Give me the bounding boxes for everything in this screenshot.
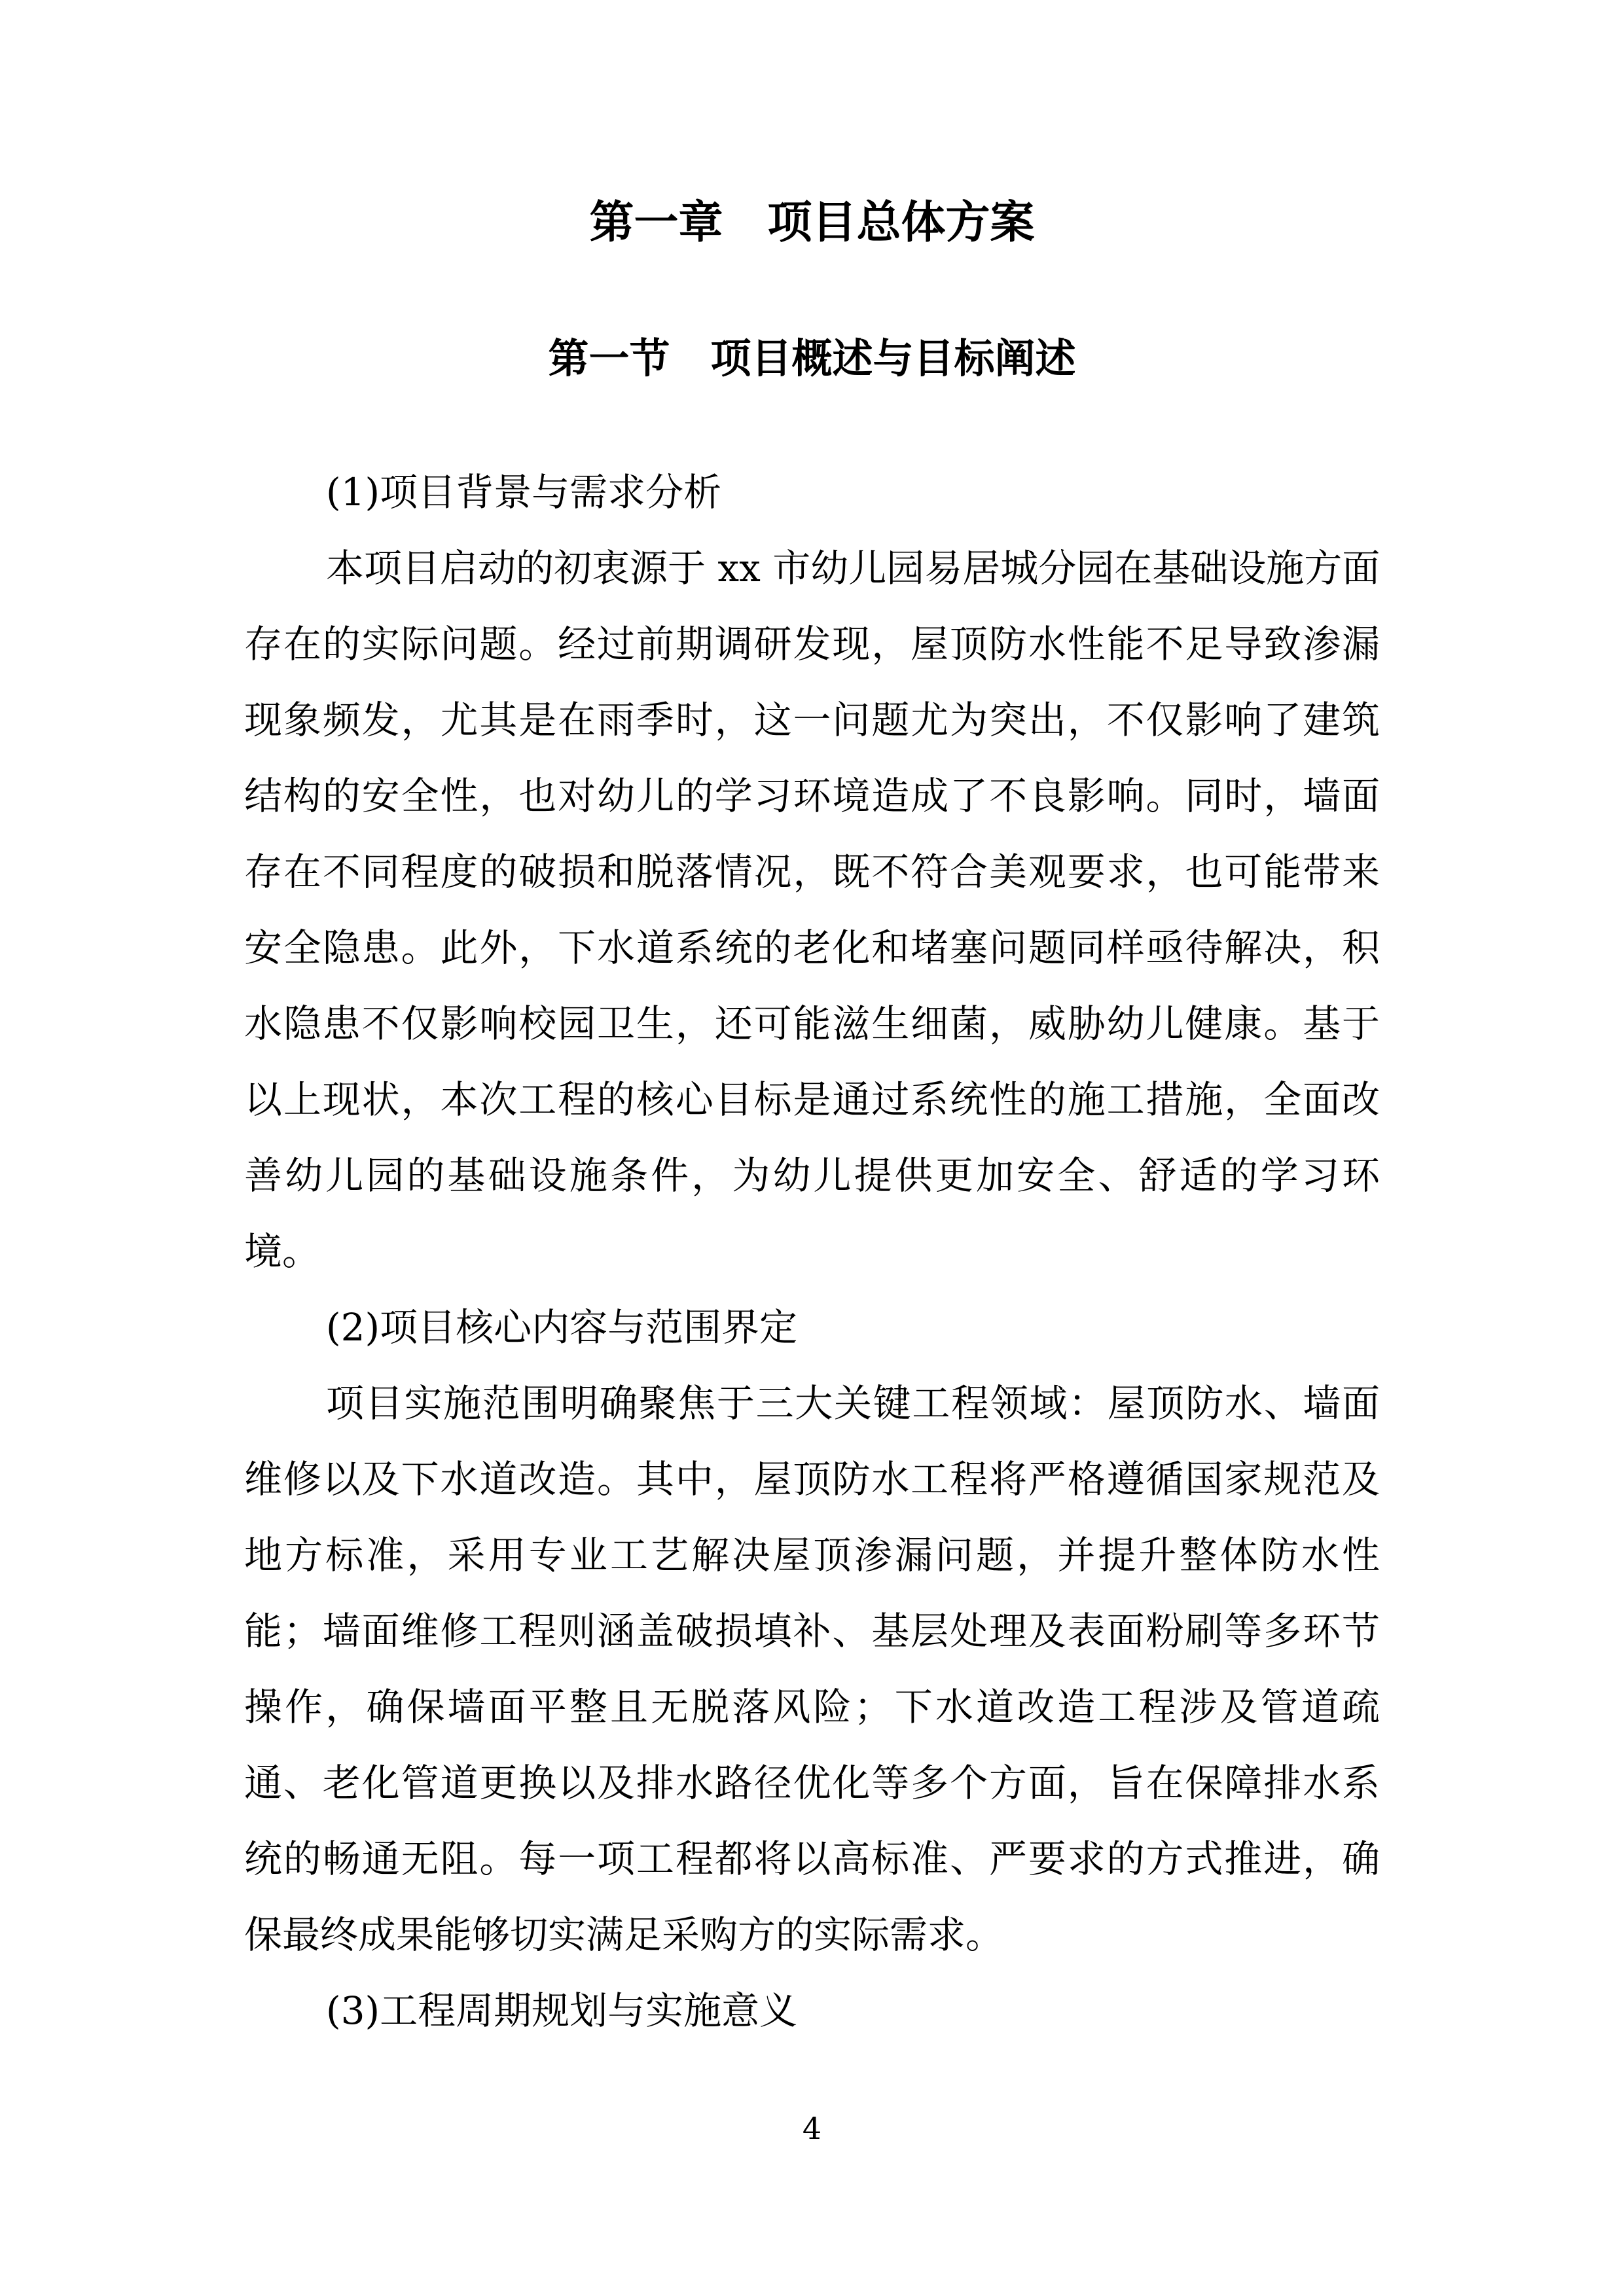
text-line: (2)项目核心内容与范围界定: [326, 1305, 798, 1350]
text-line: 水隐患不仅影响校园卫生，还可能滋生细菌，威胁幼儿健康。基于: [244, 1001, 1380, 1046]
text-line: 通、老化管道更换以及排水路径优化等多个方面，旨在保障排水系: [244, 1761, 1380, 1805]
text-line: 本项目启动的初衷源于 xx 市幼儿园易居城分园在基础设施方面: [326, 546, 1380, 590]
text-line: (1)项目背景与需求分析: [326, 470, 722, 514]
text-line: 操作，确保墙面平整且无脱落风险；下水道改造工程涉及管道疏: [244, 1685, 1380, 1729]
text-line: 以上现状，本次工程的核心目标是通过系统性的施工措施，全面改: [244, 1077, 1380, 1122]
text-line: 保最终成果能够切实满足采购方的实际需求。: [244, 1912, 1004, 1957]
chapter-heading: 第一章 项目总体方案: [589, 196, 1035, 249]
text-line: 现象频发，尤其是在雨季时，这一问题尤为突出，不仅影响了建筑: [244, 698, 1380, 742]
text-line: 统的畅通无阻。每一项工程都将以高标准、严要求的方式推进，确: [244, 1837, 1380, 1881]
page-number: 4: [802, 2111, 822, 2146]
text-line: 能；墙面维修工程则涵盖破损填补、基层处理及表面粉刷等多环节: [244, 1609, 1380, 1653]
text-line: 境。: [244, 1229, 321, 1274]
section-heading: 第一节 项目概述与目标阐述: [548, 334, 1076, 382]
text-line: 安全隐患。此外，下水道系统的老化和堵塞问题同样亟待解决，积: [244, 925, 1380, 970]
text-line: 善幼儿园的基础设施条件，为幼儿提供更加安全、舒适的学习环: [244, 1153, 1380, 1198]
text-line: 项目实施范围明确聚焦于三大关键工程领域：屋顶防水、墙面: [326, 1381, 1380, 1426]
document-body: [244, 454, 1380, 2049]
text-line: 维修以及下水道改造。其中，屋顶防水工程将严格遵循国家规范及: [244, 1457, 1380, 1501]
text-line: 存在的实际问题。经过前期调研发现，屋顶防水性能不足导致渗漏: [244, 622, 1380, 666]
text-line: 结构的安全性，也对幼儿的学习环境造成了不良影响。同时，墙面: [244, 774, 1380, 818]
text-line: 地方标准，采用专业工艺解决屋顶渗漏问题，并提升整体防水性: [244, 1533, 1380, 1577]
text-line: (3)工程周期规划与实施意义: [326, 1988, 798, 2033]
text-line: 存在不同程度的破损和脱落情况，既不符合美观要求，也可能带来: [244, 850, 1380, 894]
